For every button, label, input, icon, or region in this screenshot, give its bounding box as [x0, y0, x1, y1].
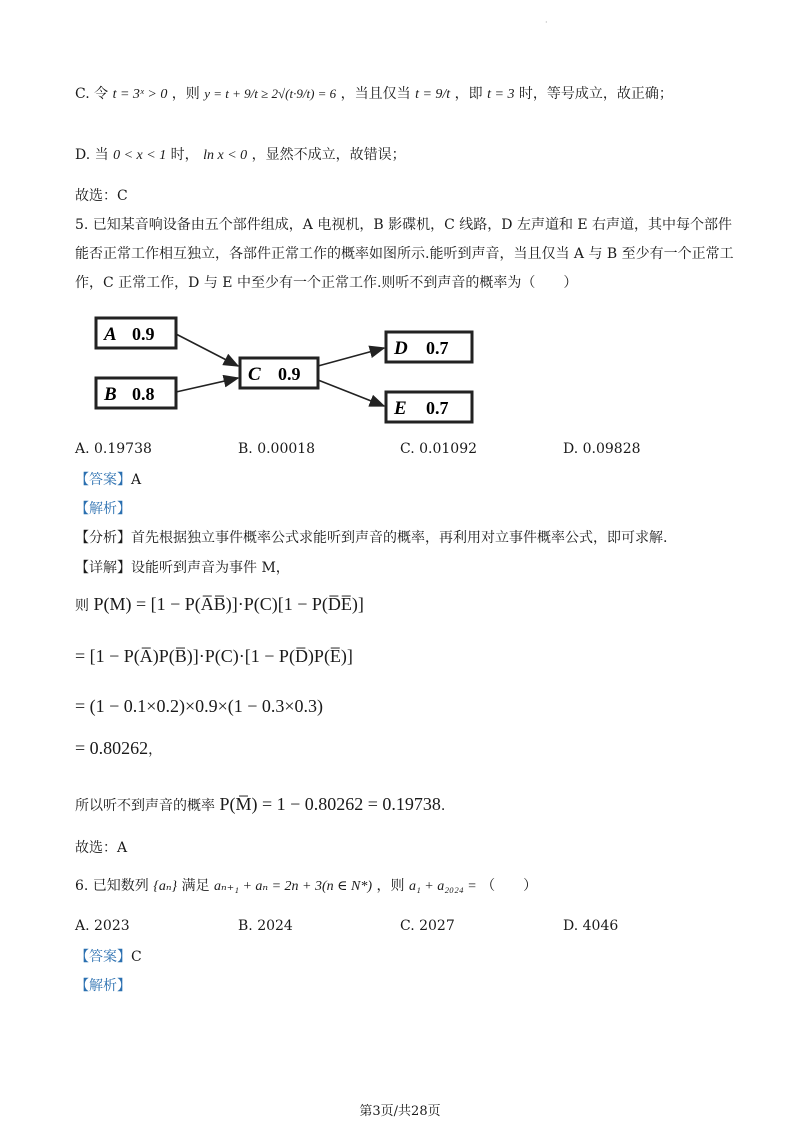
item-c-prefix: C. 令 — [75, 86, 109, 102]
component-e-box — [386, 392, 472, 422]
arrow-c-to-d — [318, 348, 384, 366]
item-c-equality: t = 9/t — [415, 87, 451, 102]
q5-detail-tag: 【详解】 — [75, 560, 131, 576]
component-b-letter: B — [104, 384, 117, 405]
q5-stem-line2: 能否正常工作相互独立，各部件正常工作的概率如图所示.能听到声音，当且仅当 A 与 B 至少有一个正常工 — [75, 246, 734, 262]
q5-circuit-diagram — [88, 312, 488, 432]
q5-option-a[interactable]: A. 0.19738 — [75, 441, 152, 457]
item-d-prefix: D. 当 — [75, 147, 109, 163]
page-footer: 第3页/共28页 — [359, 1104, 441, 1119]
q5-eq4-tail: ， — [148, 742, 163, 758]
q6-answer-line — [75, 947, 142, 967]
item-c-condition: t = 3ˣ > 0 — [112, 87, 168, 102]
q6-relation: aₙ₊₁ + aₙ = 2n + 3(n ∈ N*) — [214, 879, 373, 894]
q5-option-d[interactable]: D. 0.09828 — [563, 441, 641, 457]
component-c-letter: C — [248, 364, 261, 385]
q4-answer: 故选：C — [75, 188, 128, 204]
corner-mark: · — [545, 18, 548, 27]
component-a-box — [96, 318, 176, 348]
item-c-inequality: y = t + 9/t ≥ 2√(t·9/t) = 6 — [204, 86, 337, 101]
arrow-c-to-e — [318, 380, 384, 406]
q5-answer-tag: 【答案】 — [75, 472, 131, 488]
q6-tail: （ ） — [481, 878, 538, 894]
arrow-a-to-c — [176, 334, 238, 366]
item-c-t3: t = 3 — [487, 87, 515, 102]
item-d-ln: ln x < 0 — [203, 148, 248, 163]
item-c-line — [75, 84, 673, 105]
item-d-line — [75, 145, 406, 166]
component-b-value: 0.8 — [132, 384, 155, 404]
component-d-value: 0.7 — [426, 338, 449, 358]
q5-eq3-line — [75, 696, 323, 718]
component-e-value: 0.7 — [426, 398, 449, 418]
item-c-mid2: ，即 — [454, 86, 483, 102]
q5-option-c[interactable]: C. 0.01092 — [400, 441, 478, 457]
q6-mid2: ，则 — [376, 878, 405, 894]
q5-eq4-line — [75, 738, 162, 760]
component-d-box — [386, 332, 472, 362]
arrow-b-to-c — [176, 378, 238, 392]
q5-conclusion-line — [75, 794, 445, 816]
q5-fenxi-tag: 【分析】 — [75, 530, 131, 546]
q5-detail-text: 设能听到声音为事件 M， — [131, 560, 290, 576]
q5-eq2-line — [75, 646, 353, 668]
q5-analysis-tag: 【解析】 — [75, 501, 131, 517]
q5-analysis-line — [75, 499, 131, 519]
q5-option-b[interactable]: B. 0.00018 — [238, 441, 316, 457]
q5-conclusion-prefix: 所以听不到声音的概率 — [75, 798, 215, 814]
q6-analysis-tag: 【解析】 — [75, 978, 131, 994]
q5-fenxi-text: 首先根据独立事件概率公式求能听到声音的概率，再利用对立事件概率公式，即可求解. — [131, 530, 668, 546]
item-d-range: 0 < x < 1 — [113, 148, 167, 163]
component-a-value: 0.9 — [132, 324, 155, 344]
q5-eq3: = (1 − 0.1×0.2)×0.9×(1 − 0.3×0.3) — [75, 696, 324, 716]
q5-conclusion: P(M̅) = 1 − 0.80262 = 0.19738 — [219, 794, 441, 814]
q5-eq1-line — [75, 594, 364, 616]
component-c-box — [240, 358, 318, 388]
q6-ask: a₁ + a₂₀₂₄ = — [408, 879, 477, 894]
item-c-tail: 时，等号成立，故正确； — [518, 86, 673, 102]
q6-option-b[interactable]: B. 2024 — [238, 918, 293, 934]
item-d-shi: 时， — [170, 147, 199, 163]
q5-conclusion-tail: . — [440, 798, 446, 814]
q6-analysis-line — [75, 976, 131, 996]
q5-eq2: = [1 − P(A̅)P(B̅)]·P(C)·[1 − P(D̅)P(E̅)] — [75, 646, 353, 666]
component-b-box — [96, 378, 176, 408]
q5-fenxi-line — [75, 528, 667, 548]
q5-stem-line3: 作，C 正常工作，D 与 E 中至少有一个正常工作.则听不到声音的概率为（ ） — [75, 275, 578, 291]
q5-eq1: P(M) = [1 − P(A̅B̅)]·P(C)[1 − P(D̅E̅)] — [93, 594, 364, 614]
q5-final-answer: 故选：A — [75, 840, 128, 856]
q6-prefix: 6. 已知数列 — [75, 878, 149, 894]
q6-mid: 满足 — [181, 878, 210, 894]
q6-answer-tag: 【答案】 — [75, 949, 131, 965]
q5-detail-line — [75, 558, 290, 578]
q6-answer: C — [131, 949, 142, 965]
q5-answer: A — [131, 472, 142, 488]
component-d-letter: D — [394, 338, 408, 359]
component-e-letter: E — [394, 398, 407, 419]
component-c-value: 0.9 — [278, 364, 301, 384]
q6-option-d[interactable]: D. 4046 — [563, 918, 619, 934]
q5-eq4: = 0.80262 — [75, 738, 149, 758]
q5-stem-line1: 5. 已知某音响设备由五个部件组成，A 电视机，B 影碟机，C 线路，D 左声道和 E 右声道，其中每个部件 — [75, 217, 733, 233]
item-c-comma: ，则 — [171, 86, 200, 102]
q6-option-a[interactable]: A. 2023 — [75, 918, 130, 934]
q6-option-c[interactable]: C. 2027 — [400, 918, 455, 934]
q6-stem-line — [75, 876, 537, 897]
item-c-mid: ，当且仅当 — [340, 86, 411, 102]
component-a-letter: A — [104, 324, 117, 345]
q6-sequence: {aₙ} — [153, 879, 178, 894]
q5-eq1-prefix: 则 — [75, 598, 89, 614]
item-d-tail: ，显然不成立，故错误； — [251, 147, 406, 163]
q5-answer-line — [75, 470, 141, 490]
